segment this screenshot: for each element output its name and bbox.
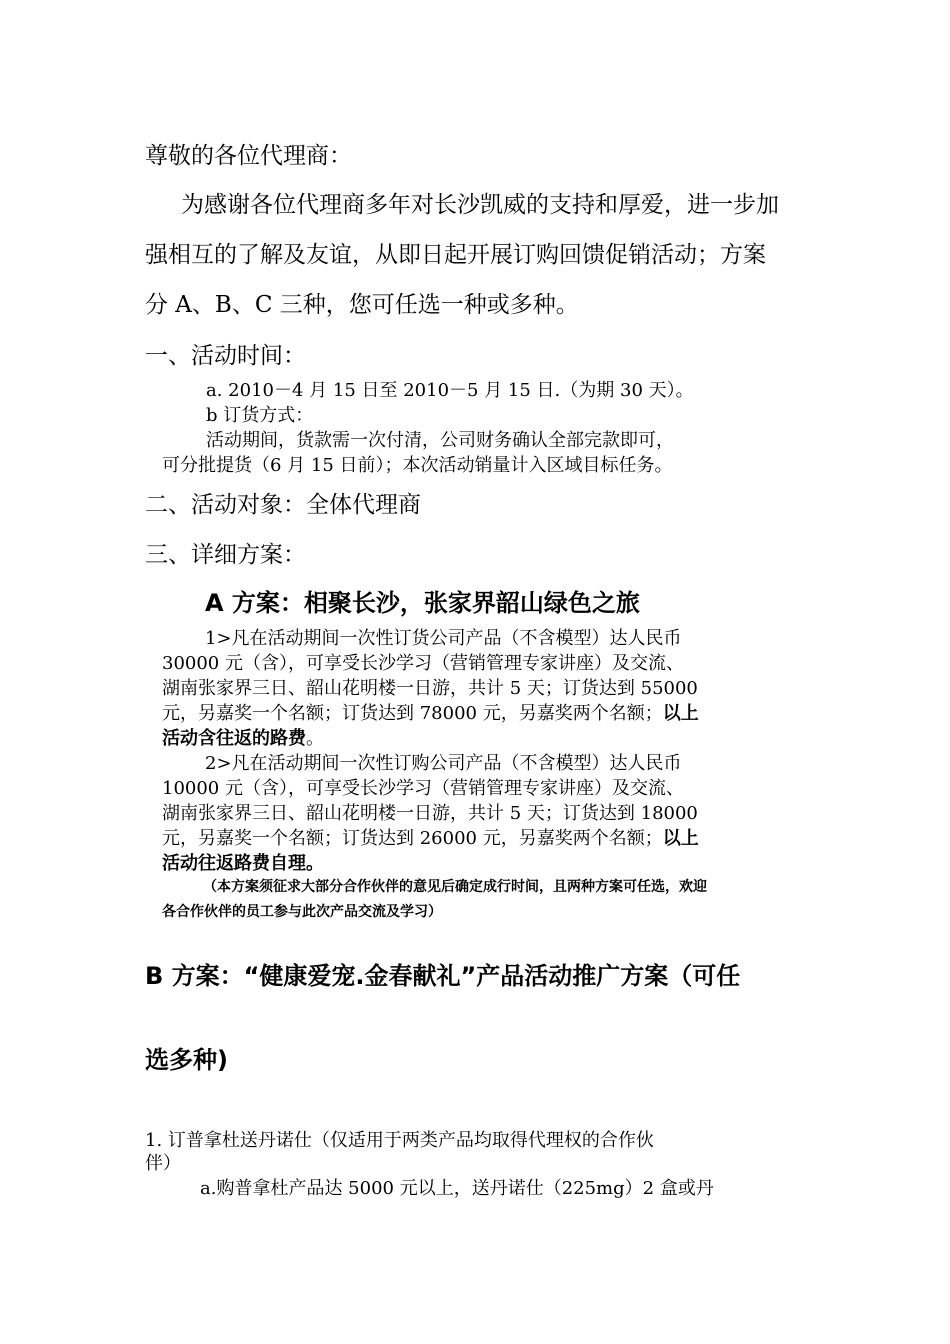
time-detail-2: 可分批提货（6 月 15 日前）；本次活动销量计入区域目标任务。 (162, 455, 673, 476)
plan-a-item1-line4-text: 元，另嘉奖一个名额；订货达到 78000 元，另嘉奖两个名额； (162, 703, 663, 724)
plan-b-title-line2: 选多种) (145, 1046, 228, 1074)
plan-b-item1-line1: 1. 订普拿杜送丹诺仕（仅适用于两类产品均取得代理权的合作伙 (145, 1130, 654, 1151)
plan-a-title: A 方案：相聚长沙，张家界韶山绿色之旅 (205, 589, 640, 617)
salutation: 尊敬的各位代理商： (145, 143, 352, 169)
time-line-b: b 订货方式： (206, 405, 314, 426)
plan-a-item1-line1: 1>凡在活动期间一次性订货公司产品（不含模型）达人民币 (205, 628, 682, 649)
plan-a-item2-line4-text: 元，另嘉奖一个名额；订货达到 26000 元，另嘉奖两个名额； (162, 828, 663, 849)
plan-a-item2-line1: 2>凡在活动期间一次性订购公司产品（不含模型）达人民币 (205, 753, 682, 774)
plan-a-item2-line5 (162, 849, 324, 875)
plan-a-note-line2: 各合作伙伴的员工参与此次产品交流及学习） (162, 904, 442, 920)
plan-a-item2-line4 (162, 824, 699, 850)
section-heading-target: 二、活动对象：全体代理商 (145, 492, 421, 518)
intro-line-1: 为感谢各位代理商多年对长沙凯威的支持和厚爱，进一步加 (181, 192, 779, 218)
plan-a-item1-line3: 湖南张家界三日、韶山花明楼一日游，共计 5 天；订货达到 55000 (162, 678, 698, 699)
plan-a-item1-bold-tail: 以上 (662, 703, 699, 724)
plan-b-title-line1: B 方案：“健康爱宠.金春献礼”产品活动推广方案（可任 (145, 962, 741, 990)
plan-a-item2-line2: 10000 元（含），可享受长沙学习（营销管理专家讲座）及交流、 (162, 778, 684, 799)
plan-a-item1-line4 (162, 699, 699, 725)
plan-a-item2-bold-tail: 以上 (662, 828, 699, 849)
plan-b-item1-line2: 伴） (145, 1153, 181, 1174)
plan-a-item1-line2: 30000 元（含），可享受长沙学习（营销管理专家讲座）及交流、 (162, 653, 684, 674)
time-line-a: a. 2010－4 月 15 日至 2010－5 月 15 日.（为期 30 天）。 (206, 380, 694, 401)
section-heading-plans: 三、详细方案： (145, 542, 306, 568)
plan-a-item1-bold-last: 活动含往返的路费 (162, 728, 306, 749)
intro-line-3: 分 A、B、C 三种，您可任选一种或多种。 (145, 292, 579, 318)
plan-a-note-line1: （本方案须征求大部分合作伙伴的意见后确定成行时间，且两种方案可任选，欢迎 (203, 879, 707, 895)
time-detail-1: 活动期间，货款需一次付清，公司财务确认全部完款即可， (206, 430, 674, 451)
section-heading-time: 一、活动时间： (145, 343, 306, 369)
plan-a-item1-line5 (162, 724, 324, 750)
plan-b-item1-a: a.购普拿杜产品达 5000 元以上，送丹诺仕（225mg）2 盒或丹 (200, 1178, 714, 1199)
plan-a-item1-end: 。 (306, 728, 324, 749)
plan-a-item2-bold-last: 活动往返路费自理。 (162, 853, 324, 874)
plan-a-item2-line3: 湖南张家界三日、韶山花明楼一日游，共计 5 天；订货达到 18000 (162, 803, 698, 824)
intro-line-2: 强相互的了解及友谊，从即日起开展订购回馈促销活动；方案 (145, 242, 766, 268)
